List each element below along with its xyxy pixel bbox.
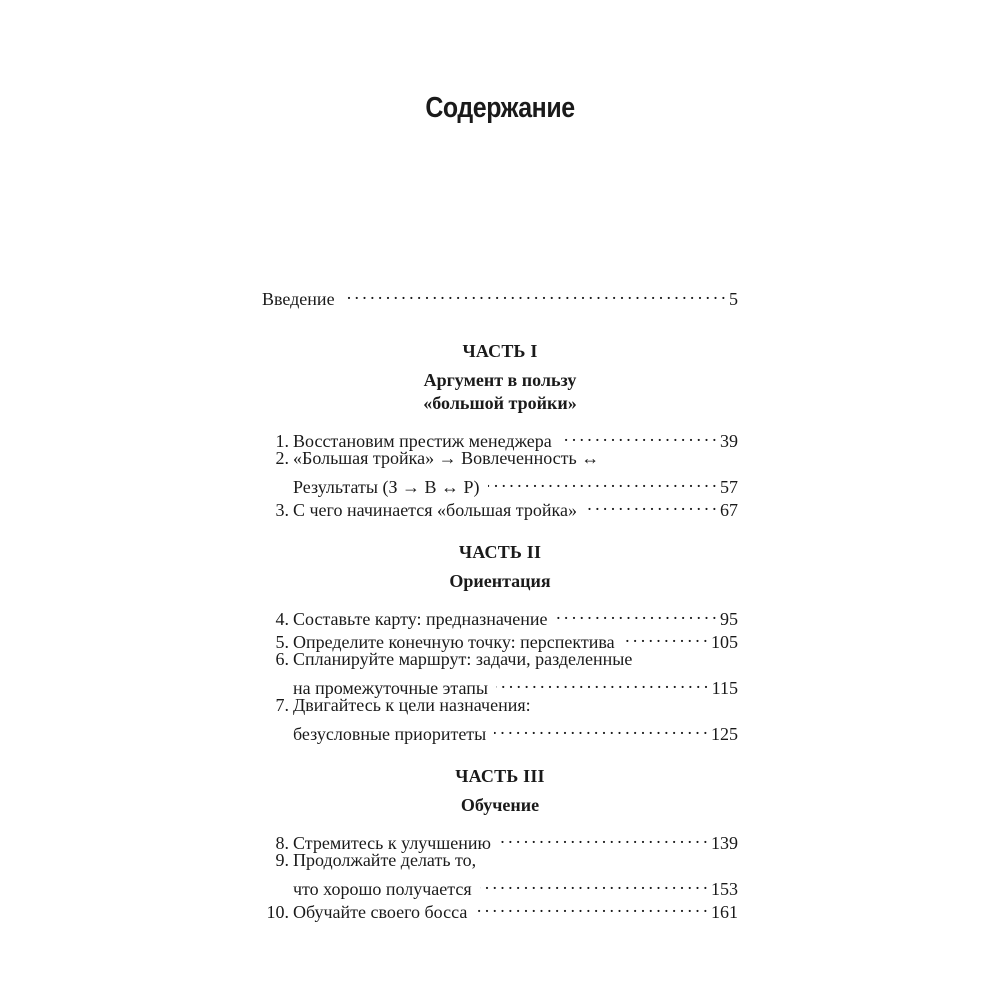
toc-page-number: 95 xyxy=(720,609,738,629)
dot-leader xyxy=(494,717,707,740)
chapter-title-continued: безусловные приоритеты xyxy=(293,724,487,744)
chapter-title-continued: Результаты (З → В ↔ Р) xyxy=(293,477,480,497)
toc-page-number: 153 xyxy=(711,879,738,899)
chapter-title-continued: что хорошо получается xyxy=(293,879,472,899)
chapter-number: 7. xyxy=(275,695,289,715)
part-section xyxy=(262,765,738,922)
toc-entry-chapter-7[interactable] xyxy=(262,694,738,744)
toc-page-number: 5 xyxy=(729,289,738,309)
chapter-title: Двигайтесь к цели назначения: xyxy=(293,695,531,715)
dot-leader xyxy=(499,826,707,849)
dot-leader xyxy=(343,282,725,305)
chapter-number: 6. xyxy=(275,649,289,669)
chapter-title: Спланируйте маршрут: задачи, разделенные xyxy=(293,649,633,669)
chapter-number: 5. xyxy=(275,632,289,652)
toc-entry-chapter-4[interactable] xyxy=(262,602,738,629)
chapter-number: 9. xyxy=(275,850,289,870)
toc-entry-chapter-6[interactable] xyxy=(262,648,738,698)
chapter-number: 8. xyxy=(275,833,289,853)
part-title-line: Обучение xyxy=(460,795,540,815)
chapter-title: С чего начинается «большая тройка» xyxy=(293,500,577,520)
chapter-title: Стремитесь к улучшению xyxy=(293,833,491,853)
chapter-number: 1. xyxy=(275,431,289,451)
chapter-number: 10. xyxy=(266,902,289,922)
part-title-line: Ориентация xyxy=(449,571,551,591)
toc-entry-chapter-2[interactable] xyxy=(262,447,738,497)
toc-entry-chapter-8[interactable] xyxy=(262,826,738,853)
toc-page-number: 125 xyxy=(711,724,738,744)
chapter-number: 3. xyxy=(275,500,289,520)
chapter-title-continued: на промежуточные этапы xyxy=(293,678,488,698)
chapter-number: 4. xyxy=(275,609,289,629)
chapter-title: Определите конечную точку: перспектива xyxy=(293,632,615,652)
chapter-title: Продолжайте делать то, xyxy=(293,850,477,870)
chapter-title: Восстановим престиж менеджера xyxy=(293,431,552,451)
toc-page-number: 115 xyxy=(711,678,738,698)
chapter-number: 2. xyxy=(275,448,289,468)
toc-page-number: 67 xyxy=(720,500,738,520)
toc-page-number: 57 xyxy=(720,477,738,497)
toc-page-number: 105 xyxy=(711,632,738,652)
dot-leader xyxy=(585,493,716,516)
dot-leader xyxy=(560,424,716,447)
toc-entry-title: Введение xyxy=(262,289,335,309)
part-title-line: «большой тройки» xyxy=(423,393,577,413)
dot-leader xyxy=(496,671,708,694)
chapter-title: Обучайте своего босса xyxy=(293,902,468,922)
toc-entry-chapter-9[interactable] xyxy=(262,849,738,899)
dot-leader xyxy=(488,470,716,493)
part-label: ЧАСТЬ III xyxy=(455,766,545,786)
part-label: ЧАСТЬ I xyxy=(462,341,538,361)
chapter-title: «Большая тройка» → Вовлеченность ↔ xyxy=(293,448,600,468)
part-section xyxy=(262,340,738,520)
table-of-contents xyxy=(262,282,738,922)
toc-page-number: 139 xyxy=(711,833,738,853)
page-title: Содержание xyxy=(425,92,575,124)
toc-entry-chapter-1[interactable] xyxy=(262,424,738,451)
part-section xyxy=(262,541,738,744)
toc-entry-intro[interactable] xyxy=(262,282,738,309)
chapter-title: Составьте карту: предназначение xyxy=(293,609,548,629)
dot-leader xyxy=(480,872,707,895)
part-title-line: Аргумент в пользу xyxy=(423,370,577,390)
dot-leader xyxy=(623,625,707,648)
dot-leader xyxy=(475,895,707,918)
toc-page-number: 161 xyxy=(711,902,738,922)
toc-page-number: 39 xyxy=(720,431,738,451)
part-label: ЧАСТЬ II xyxy=(458,542,542,562)
dot-leader xyxy=(556,602,717,625)
